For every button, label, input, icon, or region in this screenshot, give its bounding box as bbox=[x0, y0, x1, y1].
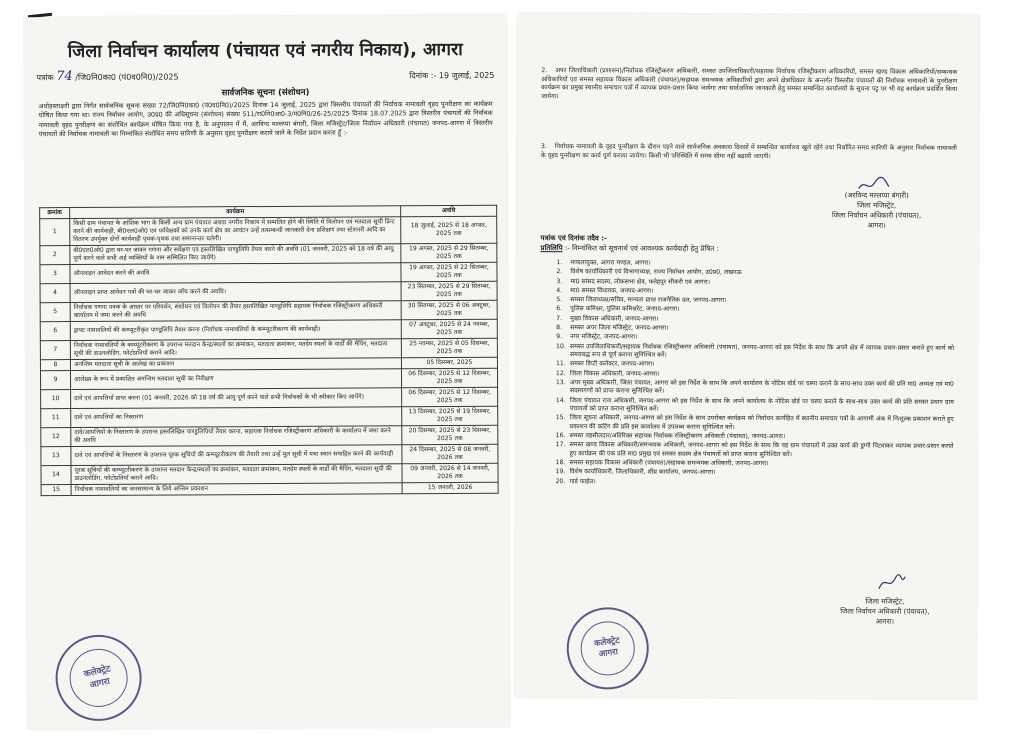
list-item-text: मुख्य विकास अधिकारी, जनपद-आगरा। bbox=[570, 315, 659, 323]
signatory-place: आगरा। bbox=[867, 221, 886, 230]
list-item-text: समस्त खण्ड विकास अधिकारी/समन्वयक अधिकारी, जनपद-आगरा को इस निर्देश के साथ कि वह ग्राम पंचायतों में उक्त कार्य की डुग्गी पिटवाकर व्यापक प्रचार-प्रसार कराते हुए कार्यक्रम की एक प्रति मा0 प्रमुख एवं समस्त सदस्य क्षेत्र पंचायतों को प्राप्त कराना सुनिश्चित करें। bbox=[569, 441, 954, 458]
list-item-number: 17. bbox=[555, 441, 566, 449]
row-program: ऑनलाइन प्राप्त आवेदन पत्रों की घर-घर जाकर जाँच करने की अवधि। bbox=[70, 282, 401, 303]
col-program-header: कार्यक्रम bbox=[70, 206, 401, 219]
list-item bbox=[556, 343, 954, 362]
col-period-header: अवधि bbox=[401, 205, 497, 217]
paragraph-2 bbox=[541, 67, 957, 103]
copy-list bbox=[555, 259, 954, 489]
list-item-text: गार्ड फाईल। bbox=[569, 477, 596, 486]
paragraph-3 bbox=[541, 143, 957, 162]
table-row bbox=[40, 216, 497, 245]
seal-line-2: आगरा bbox=[598, 647, 619, 660]
schedule-table bbox=[39, 205, 499, 496]
list-item-number: 7. bbox=[556, 314, 563, 322]
list-item-text: अपर मुख्य अधिकारी, जिला पंचायत, आगरा को इस निर्देश के साथ कि अपने कार्यालय के नोटिस बोर्ड पर चस्पा कराने के साथ-साथ उक्त कार्य की प्रति मा0 अध्यक्ष एवं मा0 सदस्यगणों को प्राप्त कराना सुनिश्चित करें। bbox=[569, 379, 954, 396]
list-item-number: 1. bbox=[556, 259, 563, 267]
row-serial: 9 bbox=[40, 371, 70, 390]
row-program: ऑनलाइन आवेदन करने की अवधि bbox=[70, 263, 401, 284]
list-item-number: 13. bbox=[555, 379, 566, 387]
schedule-table-body bbox=[40, 216, 498, 495]
list-item-number: 6. bbox=[556, 305, 563, 313]
row-period: 19 अगस्त, 2025 से 22 सितम्बर, 2025 तक bbox=[401, 262, 497, 282]
list-item-number: 19. bbox=[555, 468, 566, 476]
signatory-title: जिला निर्वाचन अधिकारी (पंचायत), bbox=[831, 211, 922, 220]
row-serial: 13 bbox=[41, 447, 71, 466]
row-program: निर्वाचक गणना पत्रक के आधार पर परिवर्धन, संशोधन एवं विलोपन की तैयार हस्तलिखित पाण्डुलिपि सहायक निर्वाचक रजिस्ट्रीकरण अधिकारी कार्यालय में जमा करने की अवधि bbox=[70, 301, 401, 322]
list-item-number: 10. bbox=[556, 342, 566, 350]
list-item-text: जिला सूचना अधिकारी, जनपद-आगरा को इस निर्देश के साथ उपरोक्त कार्यक्रम को निर्वाचन कार्यहित में स्थानीय समाचार पत्रों के आगामी अंक में निःशुल्क प्रकाशन कराते हुए प्रकाशन की कटिंग की प्रति इस कार्यालय में उपलब्ध कराना सुनिश्चित करें। bbox=[569, 414, 954, 431]
row-serial: 7 bbox=[40, 341, 70, 360]
list-item-text: जिला विकास अधिकारी, जनपद-आगरा। bbox=[569, 369, 660, 378]
list-item-number: 14. bbox=[555, 396, 566, 404]
row-program: दावे एवं आपत्तियाँ प्राप्त करना (01 जनवरी, 2026 को 18 वर्ष की आयु पूर्ण करने वाले सभी निर्वाचकों के भी स्वीकार किए जायेंगे) bbox=[71, 388, 402, 409]
seal-line-1: कलेक्ट्रेट bbox=[593, 635, 621, 650]
col-serial-header: क्रमांक bbox=[40, 208, 70, 219]
row-program: बी0एल0ओ0 द्वारा घर-घर जाकर गणना और सर्वेक्षण एवं हस्तलिखित पाण्डुलिपि तैयार करने की अवधि (01 जनवरी, 2025 को 18 वर्ष की आयु पूर्ण करने वाले सभी अर्ह व्यक्तियों के नाम सम्मिलित किए जायेंगे) bbox=[70, 244, 401, 265]
signature-mark bbox=[875, 573, 909, 593]
row-program: पूरक सूचियों की कम्प्यूटरीकरण के उपरान्त मतदान केन्द्र/स्थलों का क्रमांकन, मतदाता क्रमांकन, मतदेय स्थलों के वार्डों की मैपिंग, मतदाता सूची की डाउनलोडिंग, फोटोप्रतियाँ कराने आदि। bbox=[71, 464, 402, 485]
list-item-number: 15. bbox=[555, 414, 566, 422]
list-item bbox=[556, 397, 954, 416]
seal-inner bbox=[64, 643, 133, 712]
list-item-text: विशेष कार्याधिकारी एवं विभागाध्यक्ष, राज्य निर्वाचन आयोग, उ0प्र0, लखनऊ bbox=[570, 268, 742, 277]
row-program: किसी ग्राम पंचायत के आंशिक भाग के किसी अन्य ग्राम पंचायत अथवा नगरीय निकाय में सम्मलित होने की स्थिति में विलोपन एवं मतदाता सूची प्रिन्ट करने की कार्यवाही, बी0एल0ओ0 एवं पर्यवेक्षकों को उनके कार्य क्षेत्र का आवंटन उन्हें तत्सम्बन्धी जानकारी देना प्रशिक्षण तथा स्टेशनरी आदि का वितरण उपर्युक्त दोनों कार्यवाही पृथक-पृथक तथा समानान्तर चलेगी। bbox=[70, 217, 401, 246]
list-item bbox=[556, 442, 954, 461]
row-serial: 3 bbox=[40, 265, 70, 284]
notice-page-1 bbox=[24, 15, 510, 730]
row-period: 19 अगस्त, 2025 से 29 सितम्बर, 2025 तक bbox=[401, 243, 497, 263]
list-item-text: जिला पंचायत राज अधिकारी, जनपद-आगरा को इस निर्देश के साथ कि अपने कार्यालय के नोटिस बोर्ड पर चस्पा कराने के साथ-साथ उक्त कार्य की प्रति समस्त प्रधान ग्राम पंचायतों को प्राप्त कराना सुनिश्चित करें। bbox=[569, 396, 954, 413]
notice-page-2 bbox=[515, 13, 980, 699]
signatory-title: जिला निर्वाचन अधिकारी (पंचायत), bbox=[840, 607, 930, 616]
copy-reference: पत्रांक एवं दिनांक तदैव :- bbox=[540, 234, 607, 243]
office-seal bbox=[562, 602, 654, 694]
row-serial: 10 bbox=[41, 390, 71, 409]
row-serial: 14 bbox=[41, 466, 71, 485]
row-program: अनन्तिम मतदाता सूची के आलेख का प्रकाशन bbox=[70, 358, 401, 371]
list-item-text: समस्त उपजिलाधिकारी/सहायक निर्वाचक रजिस्ट्रीकरण अधिकारी (पंचायत), जनपद-आगरा को इस निर्देश के साथ कि अपने क्षेत्र में व्यापक प्रचार-प्रसार कराते हुए कार्य को समयबद्ध रूप से पूर्ण कराना सुनिश्चित करें। bbox=[569, 342, 955, 359]
reference-line bbox=[36, 67, 494, 84]
row-period: 18 जुलाई, 2025 से 18 अगस्त, 2025 तक bbox=[401, 216, 497, 244]
reference-number bbox=[36, 68, 178, 84]
row-program: दावे/आपत्तियों के निस्तारण के उपरान्त हस्तलिखित पाण्डुलिपियाँ तैयार करना, सहायक निर्वाचक रजिस्ट्रीकरण अधिकारी के कार्यालय में जमा करने की अवधि bbox=[71, 426, 402, 447]
list-item-text: मण्डलायुक्त, आगरा मण्डल, आगरा। bbox=[570, 259, 651, 267]
notice-intro: अधोहस्ताक्षरी द्वारा निर्गत सार्वजनिक सूचना संख्या 72/जि0नि0का0 (पं0व0नि0)/2025 दिनांक 14 जुलाई, 2025 द्वारा त्रिस्तरीय पंचायतों की निर्वाचक नामावली वृहद पुनरीक्षण का कार्यक्रम घोषित किया गया था। राज्य निर्वाचन आयोग, उ0प्र0 की अधिसूचना (संशोधन) संख्या 511/रा0नि0आ0-3/पं0नि0/26-25/2025 दिनांक 18.07.2025 द्वारा त्रिस्तरीय पंचायतों की निर्वाचक नामावली वृहद पुनरीक्षण का संशोधित कार्यक्रम घोषित किया गया है, के अनुपालन में मैं, अरविन्द मल्लप्पा बंगारी, जिला मजिस्ट्रेट/जिला निर्वाचन अधिकारी (पंचायत) जनपद-आगरा में त्रिस्तरीय पंचायतों की निर्वाचक नामावली का निम्नांकित संशोधित समय सारिणी के अनुसार वृहद पुनरीक्षण कराये जाने के निर्देश प्रदान करता हूँ :- bbox=[38, 99, 493, 139]
copy-label: प्रतिलिपि bbox=[540, 244, 563, 253]
list-item bbox=[556, 415, 954, 434]
row-period: 24 दिसम्बर, 2025 से 08 जनवरी, 2026 तक bbox=[402, 444, 498, 464]
list-item-text: समस्त अपर जिला मजिस्ट्रेट, जनपद-आगरा। bbox=[570, 324, 669, 332]
row-period: 25 नवम्बर, 2025 से 05 दिसम्बर, 2025 तक bbox=[401, 338, 497, 358]
row-program: निर्वाचक नामावलियों का जनसामान्य के लिये अन्तिम प्रकाशन bbox=[71, 483, 402, 496]
list-item-text: पुलिस कमिश्नर, पुलिस कमिश्नरेट, जनपद-आगरा। bbox=[570, 305, 680, 314]
list-item-number: 8. bbox=[556, 324, 563, 332]
table-row bbox=[41, 406, 498, 427]
signature-block bbox=[797, 190, 957, 231]
row-period: 06 दिसम्बर, 2025 से 12 दिसम्बर, 2025 तक bbox=[402, 387, 498, 407]
copy-intro: :- निम्नांकित को सूचनार्थ एवं आवश्यक कार्यवाही हेतु प्रेषित : bbox=[564, 244, 719, 253]
row-serial: 4 bbox=[40, 284, 70, 303]
row-serial: 12 bbox=[41, 428, 71, 447]
list-item-text: समस्त डिप्टी कलेक्टर, जनपद-आगरा। bbox=[569, 360, 655, 368]
list-item-number: 5. bbox=[556, 296, 563, 304]
list-item-number: 20. bbox=[555, 477, 566, 485]
row-program: दावे एवं आपत्तियों के निस्तारण के उपरान्त पूरक सूचियों की कम्प्यूटरीकरण की तैयारी तथा उन्हें मूल सूची में यथा स्थान समाहित करने की कार्यवाही bbox=[71, 445, 402, 466]
notice-date bbox=[409, 70, 494, 81]
table-row bbox=[41, 444, 498, 465]
row-period: 15 जनवरी, 2026 bbox=[402, 482, 498, 494]
row-program: आलेख्य के रूप में प्रकाशित अनन्तिम मतदाता सूची का निरीक्षण bbox=[70, 369, 401, 390]
seal-line-1: कलेक्ट्रेट bbox=[83, 664, 112, 680]
copy-header bbox=[540, 233, 718, 254]
list-item-text: समस्त जिलाध्यक्ष/सचिव, मान्यता प्राप्त राजनैतिक दल, जनपद-आगरा। bbox=[570, 296, 727, 305]
table-row bbox=[40, 262, 497, 283]
table-row bbox=[40, 300, 497, 321]
notice-subheading: सार्वजनिक सूचना (संशोधन) bbox=[221, 87, 310, 99]
paragraph-text: अपर जिलाधिकारी (प्रशासन)/निर्वाचक रजिस्ट्रीकरण अधिकारी, समस्त उपजिलाधिकारी/सहायक निर्वाचक रजिस्ट्रीकरण अधिकारियों, समस्त खण्ड विकास अधिकारियों/सम्बन्धक अधिकारियों एवं समस्त सहायक विकास अधिकारी (पंचायत)/सहायक समन्वयक अधिकारियों द्वारा अपने क्षेत्राधिकार के अन्तर्गत त्रिस्तरीय पंचायतों की निर्वाचक नामावली के पुनरीक्षण कार्यक्रम का प्रमुख स्थानीय समाचार पत्रों में व्यापक प्रचार-प्रसार किया जायेगा तथा सार्वजनिक जानकारी हेतु समस्त सम्बन्धित कार्यालयों के सूचना पट्ट पर भी यह कार्यक्रम प्रदर्शित किया जायेगा। bbox=[541, 67, 958, 100]
row-period: 05 दिसम्बर, 2025 bbox=[401, 357, 497, 369]
seal-inner bbox=[577, 618, 638, 679]
row-serial: 6 bbox=[40, 322, 70, 341]
row-period: 20 दिसम्बर, 2025 से 23 दिसम्बर, 2025 तक bbox=[402, 425, 498, 445]
list-item-number: 3. bbox=[556, 277, 563, 285]
row-period: 09 जनवरी, 2026 से 14 जनवरी, 2026 तक bbox=[402, 463, 498, 483]
signature-block-2 bbox=[805, 596, 965, 627]
row-period: 30 सितम्बर, 2025 से 06 अक्टूबर, 2025 तक bbox=[401, 300, 497, 320]
list-item-text: मा0 समस्त विधायक, जनपद-आगरा। bbox=[570, 287, 654, 295]
date-label: दिनांक :- bbox=[409, 71, 437, 81]
list-item-number: 12. bbox=[555, 369, 566, 377]
table-row bbox=[41, 463, 498, 484]
row-serial: 2 bbox=[40, 246, 70, 265]
office-heading: जिला निर्वाचन कार्यालय (पंचायत एवं नगरीय निकाय), आगरा bbox=[67, 39, 463, 63]
table-row bbox=[41, 387, 498, 408]
table-row bbox=[41, 425, 498, 446]
row-program: निर्वाचक नामावलियों के कम्प्यूटरीकरण के उपरान्त मतदान केन्द्र/स्थलों का क्रमांकन, मतदाता क्रमांकन, मतदेय स्थलों के वार्डों की मैपिंग, मतदाता सूची की डाउनलोडिंग, फोटोप्रतियाँ कराने आदि। bbox=[70, 339, 401, 360]
table-row bbox=[40, 368, 497, 389]
paragraph-text: निर्वाचक नामावली के वृहद पुनरीक्षण के दौरान पड़ने वाले सार्वजनिक अवकाश दिवसों में सम्बन्धित कार्यालय खुले रहेंगे तथा निर्धारित समय सारिणी के अनुसार निर्वाचक नामावली के वृहद पुनरीक्षण का कार्य पूर्ण कराया जायेगा। किसी भी परिस्थिति में समय सीमा नहीं बढ़ायी जाएगी। bbox=[540, 143, 957, 160]
table-row bbox=[40, 319, 497, 340]
reference-prefix: पत्रांक bbox=[36, 73, 54, 83]
row-program: ड्राफ्ट नामावलियों की कम्प्यूटरीकृत पाण्डुलिपि तैयार करना (निर्वाचक नामावलियों के कम्प्यूटरीकरण की कार्यवाही) bbox=[70, 320, 401, 341]
signatory-title: जिला मजिस्ट्रेट, bbox=[857, 201, 897, 210]
table-row bbox=[41, 482, 498, 495]
row-serial: 8 bbox=[40, 360, 70, 371]
signatory-title: जिला मजिस्ट्रेट, bbox=[865, 597, 905, 606]
row-serial: 15 bbox=[41, 485, 71, 496]
list-item-number: 18. bbox=[555, 459, 566, 467]
row-period: 06 दिसम्बर, 2025 से 12 दिसम्बर, 2025 तक bbox=[401, 368, 497, 388]
reference-suffix: /जि0नि0का0 (पं0व0नि0)/2025 bbox=[75, 72, 179, 82]
list-item-text: मा0 सांसद सदस्य, लोकसभा क्षेत्र, फतेहपुर सीकरी एवं आगरा। bbox=[570, 277, 710, 286]
list-item-number: 16. bbox=[555, 432, 566, 440]
row-serial: 5 bbox=[40, 303, 70, 322]
list-item-text: विशेष कार्याधिकारी, जिलाधिकारी, शीघ्र कार्यालय, जनपद-आगरा। bbox=[569, 468, 716, 477]
signatory-place: आगरा। bbox=[875, 617, 895, 626]
seal-line-2: आगरा bbox=[88, 676, 111, 691]
paragraph-number: 3. bbox=[540, 143, 547, 151]
handwritten-ref-number: 74 bbox=[56, 69, 73, 85]
list-item-number: 4. bbox=[556, 287, 563, 295]
table-row bbox=[40, 281, 497, 302]
list-item-text: समस्त सहायक विकास अधिकारी (पंचायत)/सहायक समन्वयक अधिकारी, जनपद-आगरा। bbox=[569, 459, 769, 468]
date-value: 19 जुलाई, 2025 bbox=[438, 70, 495, 81]
row-serial: 11 bbox=[41, 409, 71, 428]
list-item-number: 2. bbox=[556, 268, 563, 276]
list-item-number: 11. bbox=[555, 360, 566, 368]
paragraph-number: 2. bbox=[541, 67, 548, 75]
table-row bbox=[40, 338, 497, 359]
list-item bbox=[556, 379, 954, 398]
row-period: 23 सितम्बर, 2025 से 29 सितम्बर, 2025 तक bbox=[401, 281, 497, 301]
row-period: 13 दिसम्बर, 2025 से 19 दिसम्बर, 2025 तक bbox=[402, 406, 498, 426]
row-period: 07 अक्टूबर, 2025 से 24 नवम्बर, 2025 तक bbox=[401, 319, 497, 339]
row-serial: 1 bbox=[40, 219, 70, 246]
list-item bbox=[555, 478, 953, 488]
office-seal bbox=[47, 627, 149, 729]
row-program: दावे एवं आपत्तियों का निस्तारण bbox=[71, 407, 402, 428]
list-item-number: 9. bbox=[556, 333, 563, 341]
list-item-text: समस्त तहसीलदार/अतिरिक्त सहायक निर्वाचक रजिस्ट्रीकरण अधिकारी (पंचायत), जनपद-आगरा। bbox=[569, 432, 786, 441]
signatory-name: (अरविन्द मल्लप्पा बंगारी) bbox=[844, 191, 909, 200]
list-item-text: नगर मजिस्ट्रेट, जनपद-आगरा। bbox=[570, 333, 638, 341]
table-row bbox=[40, 243, 497, 264]
